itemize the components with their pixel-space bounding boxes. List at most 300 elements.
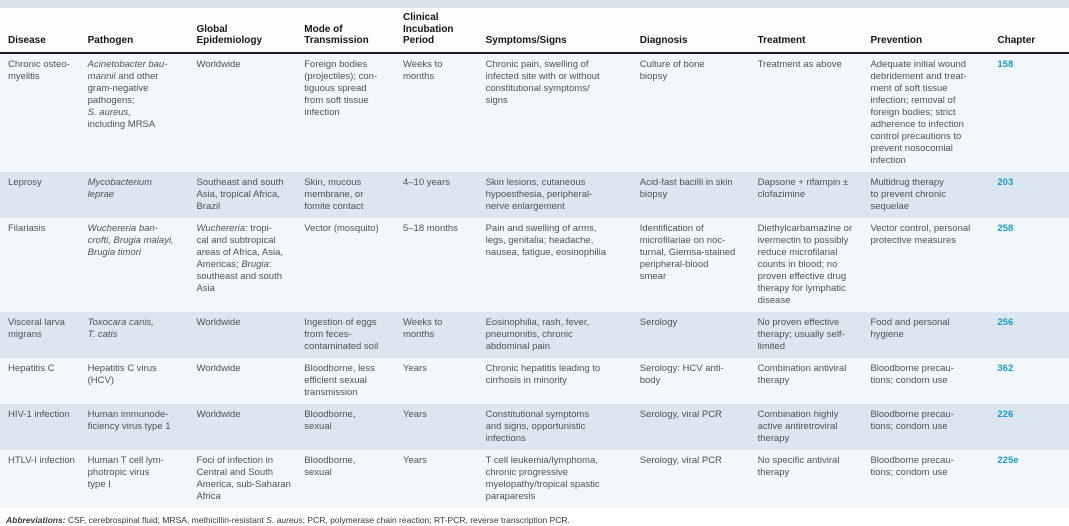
text-segment: disease [757, 294, 791, 306]
text-segment: from feces- [304, 328, 352, 340]
cell-epi [196, 404, 304, 450]
chapter-link[interactable]: 158 [997, 58, 1014, 70]
text-segment: counts in blood; no [757, 258, 838, 270]
cell-line [196, 259, 296, 271]
text-segment: tions; condom use [870, 420, 948, 432]
text-segment: 5–18 months [402, 222, 458, 234]
cell-line [486, 491, 632, 503]
column-header-incub: Clinical Incubation Period [403, 8, 486, 53]
cell-line [758, 223, 863, 235]
cell-line [304, 83, 395, 95]
text-segment: transmission [304, 386, 358, 398]
text-segment: Mycobacterium [87, 176, 153, 188]
cell-epi [196, 312, 304, 358]
cell-line [870, 363, 989, 375]
text-segment: mannii [87, 70, 116, 82]
column-header-disease: Disease [0, 8, 88, 53]
cell-incub [403, 312, 486, 358]
cell-line [486, 189, 632, 201]
chapter-link[interactable]: 258 [997, 222, 1014, 234]
cell-line [640, 375, 750, 387]
cell-line [640, 271, 750, 283]
text-segment: migrans [8, 328, 42, 340]
cell-line [304, 341, 395, 353]
text-segment: Identification of [639, 222, 704, 234]
cell-line [486, 479, 632, 491]
text-segment: Years [402, 454, 427, 466]
cell-line [88, 363, 189, 375]
text-segment: pathogens; [87, 94, 135, 106]
cell-mode [304, 404, 403, 450]
cell-symptoms [486, 218, 640, 312]
cell-line [88, 467, 189, 479]
cell-line [196, 177, 296, 189]
cell-pathogen [88, 172, 197, 218]
cell-line [88, 421, 189, 433]
cell-line [640, 409, 750, 421]
cell-line [88, 375, 189, 387]
text-segment: Foreign bodies [304, 58, 368, 70]
chapter-link[interactable]: 203 [997, 176, 1014, 188]
cell-line [486, 59, 632, 71]
text-segment: Hepatitis C [8, 362, 55, 374]
text-segment: Worldwide [196, 316, 241, 328]
cell-line [758, 189, 863, 201]
cell-disease [0, 358, 88, 404]
cell-line [758, 455, 863, 467]
text-segment: proven effective drug [757, 270, 847, 282]
text-segment: hygiene [870, 328, 904, 340]
cell-disease [0, 53, 88, 172]
cell-line [403, 329, 478, 341]
cell-mode [304, 312, 403, 358]
table-row [0, 450, 1069, 508]
text-segment: Southeast and south [196, 176, 284, 188]
cell-line [304, 107, 395, 119]
abbreviations-note [0, 508, 1069, 526]
text-segment: Foci of infection in [196, 454, 274, 466]
cell-line [640, 363, 750, 375]
cell-chapter [997, 172, 1069, 218]
text-segment: nausea, fatigue, eosinophilia [485, 246, 607, 258]
cell-chapter [997, 312, 1069, 358]
disease-table [0, 8, 1069, 508]
cell-line [304, 409, 395, 421]
cell-line [870, 317, 989, 329]
text-segment: Africa [196, 490, 221, 502]
cell-prevention [870, 358, 997, 404]
cell-line [486, 71, 632, 83]
text-segment: (projectiles); con- [304, 70, 378, 82]
cell-diagnosis [640, 53, 758, 172]
cell-line [304, 387, 395, 399]
cell-line [88, 119, 189, 131]
table-header [0, 8, 1069, 53]
text-segment: gram-negative [87, 82, 149, 94]
cell-line [304, 467, 395, 479]
text-segment: Constitutional symptoms [485, 408, 590, 420]
cell-line [8, 59, 80, 71]
cell-line [196, 479, 296, 491]
text-segment: Worldwide [196, 408, 241, 420]
text-segment: peripheral-blood [639, 258, 709, 270]
cell-disease [0, 312, 88, 358]
text-segment: Brazil [196, 200, 221, 212]
cell-line [870, 329, 989, 341]
cell-line [196, 317, 296, 329]
cell-line [870, 235, 989, 247]
abbreviations-text: CSF, cerebrospinal fluid; MRSA, methicillin-resistant [65, 514, 267, 525]
text-segment: turnal, Giemsa-stained [639, 246, 736, 258]
text-segment: Multidrug therapy [870, 176, 944, 188]
text-segment: active antiretroviral [757, 420, 838, 432]
cell-diagnosis [640, 358, 758, 404]
cell-line [196, 223, 296, 235]
cell-line [870, 119, 989, 131]
cell-line [304, 189, 395, 201]
cell-line [486, 235, 632, 247]
column-header-epi: Global Epidemiology [196, 8, 304, 53]
chapter-link[interactable]: 226 [997, 408, 1014, 420]
chapter-link[interactable]: 256 [997, 316, 1014, 328]
text-segment: sequelae [870, 200, 910, 212]
cell-line [758, 467, 863, 479]
cell-symptoms [486, 53, 640, 172]
cell-line [304, 177, 395, 189]
cell-line [304, 375, 395, 387]
text-segment: Wuchereria [196, 222, 246, 234]
text-segment: Worldwide [196, 58, 241, 70]
text-segment: infection [870, 154, 906, 166]
cell-line [88, 329, 189, 341]
cell-line [486, 247, 632, 259]
text-segment: signs [485, 94, 508, 106]
text-segment: Human T cell lym- [87, 454, 164, 466]
text-segment: Leprosy [8, 176, 42, 188]
cell-mode [304, 358, 403, 404]
text-segment: and signs, opportunistic [485, 420, 586, 432]
text-segment: Eosinophilia, rash, fever, [485, 316, 590, 328]
cell-mode [304, 53, 403, 172]
text-segment: Combination antiviral [757, 362, 847, 374]
cell-line [870, 143, 989, 155]
text-segment: Bloodborne precau- [870, 408, 954, 420]
cell-line [403, 71, 478, 83]
cell-incub [403, 53, 486, 172]
text-segment: adherence to infection [870, 118, 964, 130]
text-segment: myelopathy/tropical spastic [485, 478, 600, 490]
text-segment: constitutional symptoms/ [485, 82, 590, 94]
text-segment: cal and subtropical [196, 234, 276, 246]
cell-line [8, 455, 80, 467]
cell-line [403, 177, 478, 189]
column-header-mode: Mode of Transmission [304, 8, 403, 53]
text-segment: sexual [304, 420, 332, 432]
cell-line [486, 375, 632, 387]
text-segment: Bloodborne, less [304, 362, 376, 374]
text-segment: Years [402, 408, 427, 420]
cell-pathogen [88, 450, 197, 508]
cell-line [196, 59, 296, 71]
cell-line [870, 201, 989, 213]
cell-line [870, 409, 989, 421]
text-segment: Food and personal [870, 316, 950, 328]
text-segment: (HCV) [87, 374, 115, 386]
text-segment: Dapsone + rifampin ± [757, 176, 849, 188]
text-segment: biopsy [639, 70, 668, 82]
cell-line [8, 409, 80, 421]
text-segment: HIV-1 infection [8, 408, 70, 420]
cell-line [486, 329, 632, 341]
text-segment: limited [757, 340, 786, 352]
cell-line [196, 409, 296, 421]
cell-line [8, 223, 80, 235]
text-segment: Vector control, personal [870, 222, 971, 234]
text-segment: microfilariae on noc- [639, 234, 726, 246]
cell-chapter [997, 450, 1069, 508]
text-segment: T cell leukemia/lymphoma, [485, 454, 598, 466]
text-segment: S. aureus, [87, 106, 131, 118]
table-top-strip [0, 0, 1069, 8]
text-segment: therapy [757, 432, 790, 444]
cell-pathogen [88, 358, 197, 404]
text-segment: Serology, viral PCR [639, 408, 722, 420]
cell-line [758, 375, 863, 387]
text-segment: protective measures [870, 234, 956, 246]
text-segment: No proven effective [757, 316, 840, 328]
cell-diagnosis [640, 450, 758, 508]
cell-diagnosis [640, 218, 758, 312]
cell-line [870, 59, 989, 71]
text-segment: chronic progressive [485, 466, 568, 478]
column-header-prevention: Prevention [870, 8, 997, 53]
text-segment: cirrhosis in minority [485, 374, 567, 386]
text-segment: Skin lesions, cutaneous [485, 176, 586, 188]
cell-treatment [758, 450, 871, 508]
text-segment: infection [304, 106, 340, 118]
cell-prevention [870, 172, 997, 218]
text-segment: myelitis [8, 70, 40, 82]
abbreviations-text: S. aureus [266, 514, 303, 525]
cell-line [304, 317, 395, 329]
text-segment: efficient sexual [304, 374, 367, 386]
cell-line [758, 433, 863, 445]
text-segment: Bloodborne precau- [870, 454, 954, 466]
cell-line [88, 107, 189, 119]
text-segment: Visceral larva [8, 316, 65, 328]
cell-chapter [997, 218, 1069, 312]
cell-line [758, 259, 863, 271]
text-segment: tions; condom use [870, 466, 948, 478]
text-segment: ivermectin to possibly [757, 234, 849, 246]
cell-symptoms [486, 450, 640, 508]
text-segment: foreign bodies; strict [870, 106, 956, 118]
cell-line [88, 223, 189, 235]
cell-line [758, 409, 863, 421]
text-segment: Vector (mosquito) [304, 222, 379, 234]
cell-line [403, 409, 478, 421]
text-segment: Wuchereria ban- [87, 222, 158, 234]
cell-line [88, 95, 189, 107]
cell-incub [403, 218, 486, 312]
cell-line [870, 107, 989, 119]
cell-disease [0, 450, 88, 508]
text-segment: America, sub-Saharan [196, 478, 291, 490]
text-segment: contaminated soil [304, 340, 379, 352]
text-segment: No specific antiviral [757, 454, 840, 466]
cell-line [486, 317, 632, 329]
text-segment: Central and South [196, 466, 274, 478]
text-segment: Pain and swelling of arms, [485, 222, 597, 234]
cell-line [8, 317, 80, 329]
text-segment: body [639, 374, 661, 386]
cell-line [304, 329, 395, 341]
cell-line [304, 59, 395, 71]
cell-disease [0, 404, 88, 450]
cell-line [8, 329, 80, 341]
cell-line [486, 177, 632, 189]
cell-line [8, 71, 80, 83]
cell-mode [304, 172, 403, 218]
cell-line [640, 59, 750, 71]
cell-prevention [870, 53, 997, 172]
cell-line [640, 235, 750, 247]
cell-chapter [997, 404, 1069, 450]
text-segment: including MRSA [87, 118, 156, 130]
text-segment: Filariasis [8, 222, 46, 234]
cell-line [304, 71, 395, 83]
cell-line [486, 433, 632, 445]
cell-pathogen [88, 312, 197, 358]
column-header-symptoms: Symptoms/Signs [486, 8, 640, 53]
cell-symptoms [486, 404, 640, 450]
text-segment: Acinetobacter bau- [87, 58, 168, 70]
cell-line [486, 455, 632, 467]
text-segment: southeast and south [196, 270, 283, 282]
text-segment: infection; removal of [870, 94, 956, 106]
cell-symptoms [486, 358, 640, 404]
cell-line [870, 177, 989, 189]
table-row [0, 172, 1069, 218]
cell-line [758, 247, 863, 259]
cell-line [403, 59, 478, 71]
text-segment: Bloodborne, [304, 408, 356, 420]
text-segment: Toxocara canis, [87, 316, 154, 328]
text-segment: tiguous spread [304, 82, 367, 94]
cell-line [88, 479, 189, 491]
cell-chapter [997, 358, 1069, 404]
cell-line [304, 363, 395, 375]
cell-line [88, 83, 189, 95]
text-segment: reduce microfilarial [757, 246, 838, 258]
text-segment: therapy [757, 466, 790, 478]
cell-incub [403, 404, 486, 450]
chapter-link[interactable]: 362 [997, 362, 1014, 374]
cell-line [486, 409, 632, 421]
cell-line [304, 455, 395, 467]
text-segment: therapy for lymphatic [757, 282, 846, 294]
cell-epi [196, 450, 304, 508]
text-segment: paraparesis [485, 490, 536, 502]
text-segment: nerve enlargement [485, 200, 565, 212]
text-segment: ment of soft tissue [870, 82, 948, 94]
cell-treatment [758, 404, 871, 450]
text-segment: Combination highly [757, 408, 839, 420]
cell-line [758, 271, 863, 283]
cell-symptoms [486, 312, 640, 358]
cell-prevention [870, 312, 997, 358]
text-segment: hypoesthesia, peripheral- [485, 188, 593, 200]
text-segment: Ingestion of eggs [304, 316, 377, 328]
column-header-chapter: Chapter [997, 8, 1069, 53]
cell-line [640, 177, 750, 189]
text-segment: debridement and treat- [870, 70, 967, 82]
cell-mode [304, 218, 403, 312]
cell-line [640, 455, 750, 467]
text-segment: Hepatitis C virus [87, 362, 157, 374]
text-segment: : [268, 258, 272, 270]
cell-line [196, 467, 296, 479]
cell-line [870, 155, 989, 167]
cell-line [758, 363, 863, 375]
cell-line [88, 409, 189, 421]
cell-line [196, 271, 296, 283]
cell-line [758, 283, 863, 295]
table-row [0, 218, 1069, 312]
text-segment: Diethylcarbamazine or [757, 222, 853, 234]
cell-epi [196, 358, 304, 404]
text-segment: Asia [196, 282, 215, 294]
cell-symptoms [486, 172, 640, 218]
text-segment: 4–10 years [402, 176, 450, 188]
cell-line [8, 363, 80, 375]
text-segment: Worldwide [196, 362, 241, 374]
cell-line [196, 235, 296, 247]
text-segment: crofti, Brugia malayi, [87, 234, 174, 246]
cell-line [88, 455, 189, 467]
text-segment: clofazimine [757, 188, 806, 200]
cell-line [870, 375, 989, 387]
cell-line [403, 223, 478, 235]
cell-incub [403, 358, 486, 404]
table-row [0, 53, 1069, 172]
text-segment: Chronic osteo- [8, 58, 70, 70]
text-segment: Bloodborne precau- [870, 362, 954, 374]
text-segment: months [402, 328, 435, 340]
cell-line [88, 317, 189, 329]
cell-prevention [870, 218, 997, 312]
column-header-diagnosis: Diagnosis [640, 8, 758, 53]
cell-line [196, 189, 296, 201]
cell-line [403, 363, 478, 375]
text-segment: Treatment as above [757, 58, 842, 70]
text-segment: leprae [87, 188, 115, 200]
cell-line [8, 177, 80, 189]
text-segment: Years [402, 362, 427, 374]
column-header-pathogen: Pathogen [88, 8, 197, 53]
cell-line [196, 455, 296, 467]
text-segment: type I [87, 478, 111, 490]
cell-line [870, 455, 989, 467]
chapter-link[interactable]: 225e [997, 454, 1019, 466]
cell-treatment [758, 218, 871, 312]
cell-prevention [870, 450, 997, 508]
cell-line [403, 455, 478, 467]
text-segment: areas of Africa, Asia, [196, 246, 284, 258]
text-segment: Brugia [241, 258, 269, 270]
text-segment: Culture of bone [639, 58, 705, 70]
cell-treatment [758, 358, 871, 404]
